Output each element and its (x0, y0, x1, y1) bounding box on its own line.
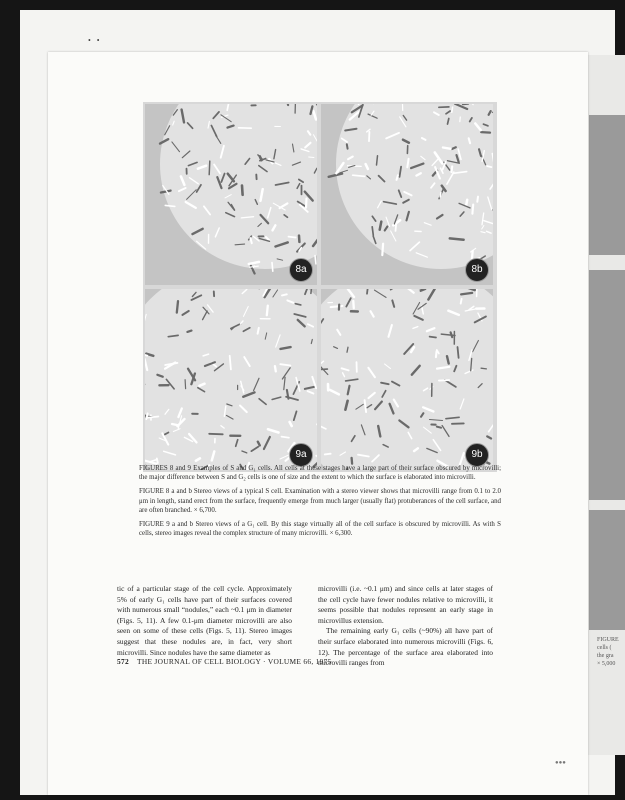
adjacent-figure-strip (589, 510, 625, 630)
caption-figure-8: FIGURE 8 a and b Stereo views of a typical S cell. Examination with a stereo viewer shows that microvilli range from 0.1 to 2.0 μm in length, stand erect from the surface, frequently emerge from much larger (usually flat) protuberances of the cell surface, and are often branched. × 6,700. (139, 488, 501, 514)
body-paragraph: tic of a particular stage of the cell cycle. Approximately 5% of early G₁ cells have part of their surfaces covered with numerous small “nodules,” each ~0.1 μm in diameter (Figs. 5, 11). A few 0.1-μm diameter microvilli are also seen on some of these cells (Figs. 5, 11). Stereo images suggest that these nodules are, in fact, very short microvilli. Since nodules have the same diameter as (117, 584, 292, 657)
panel-label: 8a (289, 258, 313, 282)
archive-stamp: ●●● (555, 760, 566, 766)
caption-figure-9: FIGURE 9 a and b Stereo views of a G₁ cell. By this stage virtually all of the cell surface is obscured by microvilli. As with S cells, stereo images reveal the complex structure of many microvilli. × 6,300. (139, 521, 501, 538)
running-footer (117, 657, 332, 666)
body-paragraph: The remaining early G₁ cells (~90%) all have part of their surface elaborated into numerous microvilli (Figs. 6, 12). The percentage of the surface area elaborated into microvilli ranges from (318, 626, 493, 668)
page-number: 572 (117, 657, 129, 666)
body-column-right (318, 584, 493, 669)
micrograph-texture (145, 104, 317, 285)
panel-label: 9b (465, 443, 489, 467)
micrograph-texture (321, 104, 493, 285)
panel-label: 9a (289, 443, 313, 467)
adjacent-caption-line: × 5,000 (597, 661, 616, 667)
micrograph-panel-9b (321, 289, 493, 470)
body-paragraph: microvilli (i.e. ~0.1 μm) and since cells at later stages of the cell cycle have fewer nodules relative to microvilli, it seems possible that nodules represent an early stage in microvillus extension. (318, 584, 493, 625)
micrograph-texture (321, 289, 493, 470)
caption-figures-8-9: FIGURES 8 and 9 Examples of S and G₁ cells. All cells at these stages have a large part of their surface obscured by microvilli; the major difference between S and G₂ cells is one of size and the extent to which the surface is elaborated into microvilli. (139, 465, 501, 482)
adjacent-figure-strip (589, 115, 625, 255)
micrograph-panel-8a (145, 104, 317, 285)
figure-plate (143, 102, 497, 472)
micrograph-panel-8b (321, 104, 493, 285)
figure-captions (139, 464, 501, 543)
adjacent-figure-strip (589, 270, 625, 500)
micrograph-panel-9a (145, 289, 317, 470)
panel-label: 8b (465, 258, 489, 282)
journal-name: THE JOURNAL OF CELL BIOLOGY · VOLUME 66, 1975 (137, 657, 332, 666)
micrograph-texture (145, 289, 317, 470)
scan-specks: • • (88, 36, 100, 45)
adjacent-page-caption (597, 636, 625, 668)
adjacent-caption-line: cells ( (597, 645, 612, 651)
adjacent-caption-line: the gra (597, 653, 614, 659)
body-column-left (117, 584, 292, 658)
adjacent-caption-line: FIGURE (597, 637, 619, 643)
